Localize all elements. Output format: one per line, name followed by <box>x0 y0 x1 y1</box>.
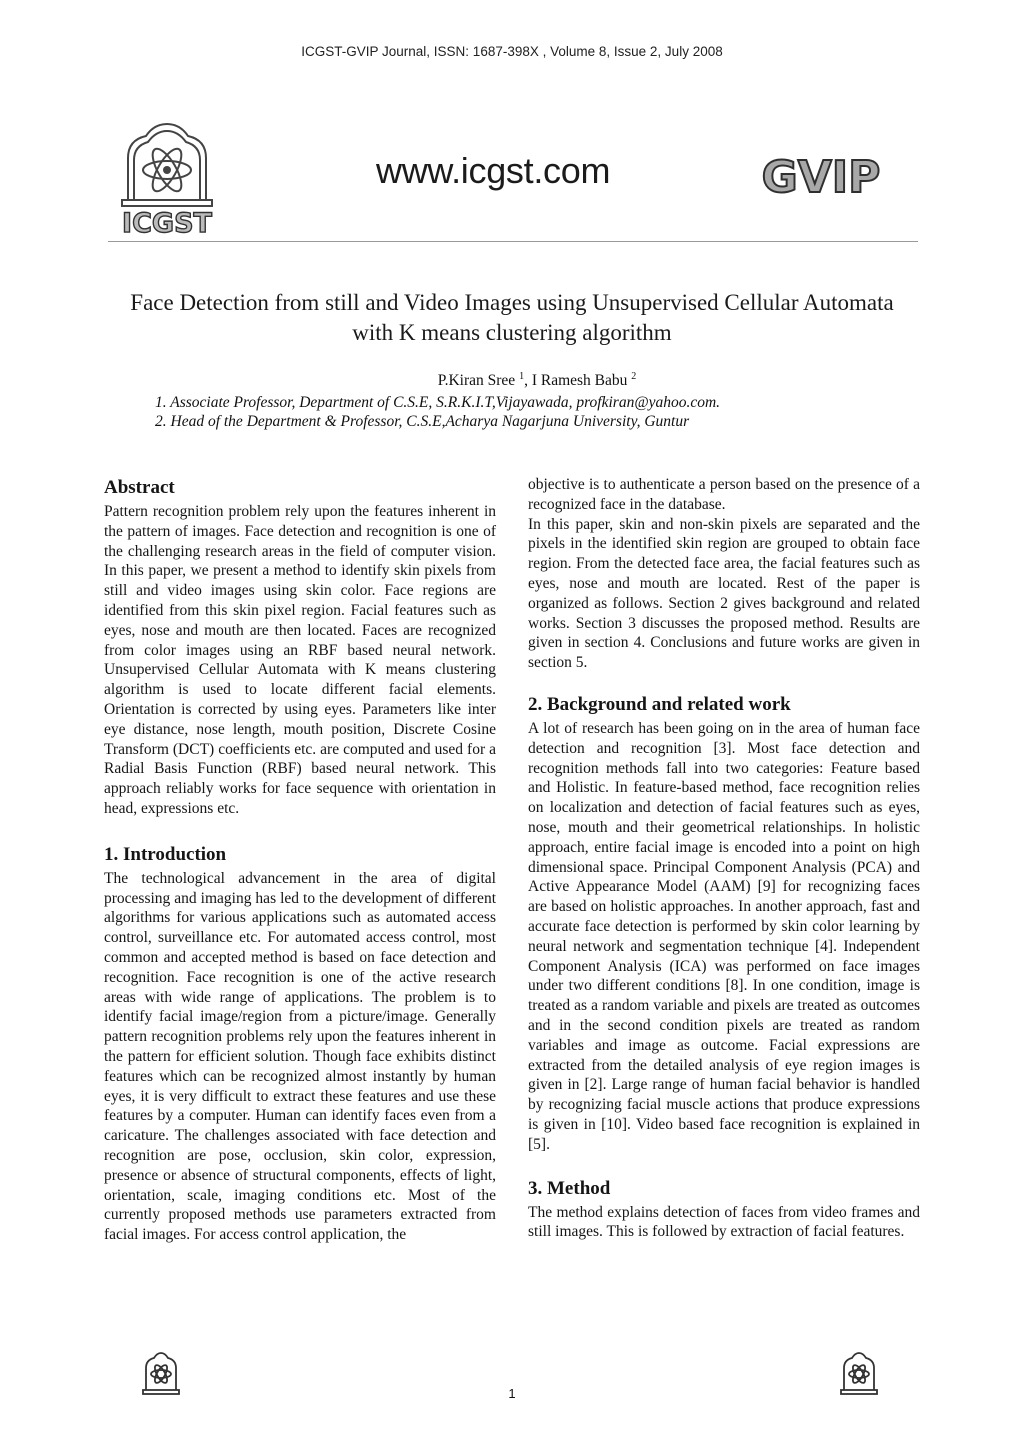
journal-header-line: ICGST-GVIP Journal, ISSN: 1687-398X , Volume 8, Issue 2, July 2008 <box>301 44 723 59</box>
introduction-paragraph-2: In this paper, skin and non-skin pixels are separated and the pixels in the identified skin region are grouped to obtain face region. From the detected face area, the facial features such as eyes, nose and mouth are located. Rest of the paper is organized as follows. Section 2 gives background and related works. Section 3 discusses the proposed method. Results are given in section 4. Conclusions and future works are given in section 5. <box>528 515 920 672</box>
right-column <box>528 475 920 1242</box>
affiliation-2: 2. Head of the Department & Professor, C.S.E,Acharya Nagarjuna University, Guntur <box>155 413 690 430</box>
gvip-logo-text: GVIP <box>761 152 881 200</box>
paper-title <box>60 288 964 348</box>
abstract-text: Pattern recognition problem rely upon the features inherent in the pattern of images. Face detection and recognition is one of the challenging research areas in the field of computer vision. In this paper, we present a method to identify skin pixels from still and video images using skin color. Face regions are identified from this skin pixel region. Facial features such as eyes, nose and mouth are then located. Faces are recognized from color images using an RBF based neural network. Unsupervised Cellular Automata with K means clustering algorithm is used to locate different facial elements. Orientation is corrected by using eyes. Parameters like inter eye distance, nose length, mouth position, Discrete Cosine Transform (DCT) coefficients etc. are computed and used for a Radial Basis Function (RBF) based neural network. This approach reliably works for face sequence with orientation in head, expressions etc. <box>104 503 496 817</box>
method-heading: 3. Method <box>528 1177 611 1199</box>
paper-title-line-1: Face Detection from still and Video Images using Unsupervised Cellular Automata <box>130 290 894 315</box>
introduction-heading: 1. Introduction <box>104 843 227 865</box>
icgst-logo-text: ICGST <box>122 208 212 238</box>
author-2-name: , I Ramesh Babu <box>524 372 628 390</box>
page-number: 1 <box>508 1386 516 1401</box>
background-text: A lot of research has been going on in the area of human face detection and recognition [3]. Most face detection and recognition methods fall into two categories: Feature based and Holistic. In feature-based method, face recognition relies on localization and detection of facial features such as eyes, nose, mouth and their geometrical relationships. In holistic approach, entire facial image is encoded into a point on high dimensional space. Principal Component Analysis (PCA) and Active Appearance Model (AAM) [9] for recognizing faces are based on holistic approaches. In another approach, fast and accurate face detection is performed by skin color learning by neural network and segmentation technique [4]. Independent Component Analysis (ICA) was performed on face images under two different conditions [8]. In one condition, image is treated as a random variable and pixels are treated as outcomes and in the second condition pixels are treated as random variables and image as outcome. Facial expressions are extracted from the detailed analysis of eye region images is given in [2]. Large range of human facial behavior is handled by recognizing facial muscle actions that produce expressions is given in [10]. Video based face recognition is explained in [5]. <box>528 719 920 1153</box>
icgst-logo <box>108 118 226 238</box>
introduction-text: The technological advancement in the area of digital processing and imaging has led to the development of different algorithms for various applications such as automated access control, surveillance etc. For automated access control, most common and accepted method is based on face detection and recognition. Face recognition is one of the active research areas with wide range of applications. The problem is to identify facial image/region from a picture/image. Generally pattern recognition problems rely upon the features inherent in the pattern for efficient solution. Though face exhibits distinct features which can be recognized almost instantly by human eyes, it is very difficult to extract these features and use these features by a computer. Human can identify faces even from a caricature. The challenges associated with face detection and recognition are pose, occlusion, skin color, expression, presence or absence of structural components, effects of light, orientation, scale, imaging conditions etc. Most of the currently proposed methods use parameters extracted from facial images. For access control application, the <box>104 869 496 1244</box>
author-list <box>0 371 1024 390</box>
background-heading: 2. Background and related work <box>528 693 791 715</box>
author-2-affiliation-mark: 2 <box>631 371 637 382</box>
abstract-heading: Abstract <box>104 477 175 498</box>
method-text: The method explains detection of faces from video frames and still images. This is followed by extraction of facial features. <box>528 1203 920 1241</box>
gvip-logo <box>757 150 885 200</box>
paper-title-line-2: with K means clustering algorithm <box>352 320 672 345</box>
author-1-name: P.Kiran Sree <box>437 372 516 390</box>
affiliation-1: 1. Associate Professor, Department of C.S.E, S.R.K.I.T,Vijayawada, profkiran@yahoo.com. <box>155 394 721 411</box>
left-column <box>104 476 496 1245</box>
introduction-continued-text: objective is to authenticate a person based on the presence of a recognized face in the database. <box>528 476 920 513</box>
journal-website-url[interactable]: www.icgst.com <box>376 150 611 191</box>
header-divider <box>108 241 918 242</box>
author-1-affiliation-mark: 1 <box>519 371 525 382</box>
